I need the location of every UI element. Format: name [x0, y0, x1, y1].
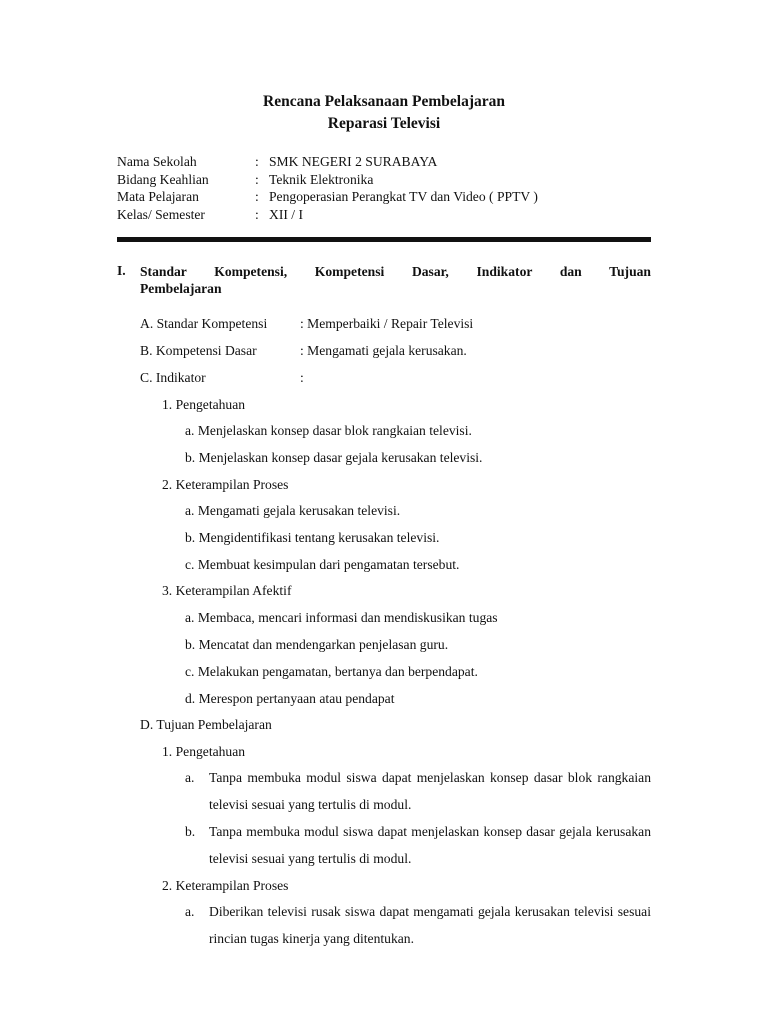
meta-row-field — [117, 171, 538, 189]
tujuan-group-heading: 1. Pengetahuan — [162, 744, 246, 759]
meta-row-class — [117, 206, 538, 224]
meta-value: Pengoperasian Perangkat TV dan Video ( PPTV ) — [269, 189, 538, 205]
item-marker: a. — [185, 904, 195, 919]
meta-label: Bidang Keahlian — [117, 171, 209, 187]
indikator-group-heading: 2. Keterampilan Proses — [162, 477, 289, 492]
meta-label: Kelas/ Semester — [117, 206, 205, 222]
tujuan-item — [185, 819, 651, 872]
indikator-group-heading: 3. Keterampilan Afektif — [162, 583, 292, 598]
meta-colon: : — [255, 189, 259, 205]
section-title: Standar Kompetensi, Kompetensi Dasar, Indikator dan Tujuan — [140, 264, 651, 279]
list-item: a. Membaca, mencari informasi dan mendiskusikan tugas — [185, 610, 498, 625]
item-label: A. Standar Kompetensi — [140, 316, 268, 331]
tujuan-pembelajaran: D. Tujuan Pembelajaran — [140, 717, 272, 732]
list-item: a. Mengamati gejala kerusakan televisi. — [185, 503, 401, 518]
meta-label: Nama Sekolah — [117, 154, 197, 169]
indikator — [140, 370, 304, 386]
section-number: I. — [117, 263, 126, 278]
item-text: Tanpa membuka modul siswa dapat menjelaskan konsep dasar blok rangkaian televisi sesuai yang tertulis di modul. — [209, 770, 651, 812]
tujuan-item — [185, 899, 651, 952]
indikator-group-heading: 1. Pengetahuan — [162, 397, 246, 412]
meta-row-school — [117, 153, 538, 171]
item-marker: a. — [185, 770, 195, 785]
item-value: : — [300, 370, 304, 385]
list-item: a. Menjelaskan konsep dasar blok rangkaian televisi. — [185, 423, 472, 438]
list-item: b. Mencatat dan mendengarkan penjelasan guru. — [185, 637, 449, 652]
list-item: d. Merespon pertanyaan atau pendapat — [185, 691, 395, 706]
identity-block — [117, 153, 538, 223]
document-subtitle: Reparasi Televisi — [327, 115, 441, 132]
meta-row-subject — [117, 188, 538, 206]
item-label: B. Kompetensi Dasar — [140, 343, 257, 358]
meta-value: SMK NEGERI 2 SURABAYA — [269, 154, 438, 169]
standar-kompetensi — [140, 316, 473, 332]
meta-label: Mata Pelajaran — [117, 189, 199, 205]
item-text: Diberikan televisi rusak siswa dapat mengamati gejala kerusakan televisi sesuai rincian tugas kinerja yang ditentukan. — [209, 904, 651, 946]
meta-colon: : — [255, 206, 259, 222]
meta-colon: : — [255, 154, 259, 169]
meta-colon: : — [255, 171, 259, 187]
item-label: C. Indikator — [140, 370, 206, 385]
item-marker: b. — [185, 824, 196, 839]
tujuan-group-heading: 2. Keterampilan Proses — [162, 878, 289, 893]
item-value: : Memperbaiki / Repair Televisi — [300, 316, 474, 331]
item-value: : Mengamati gejala kerusakan. — [300, 343, 467, 358]
tujuan-item — [185, 765, 651, 818]
list-item: c. Membuat kesimpulan dari pengamatan tersebut. — [185, 557, 460, 572]
meta-value: Teknik Elektronika — [269, 171, 374, 187]
list-item: b. Mengidentifikasi tentang kerusakan televisi. — [185, 530, 440, 545]
document-title: Rencana Pelaksanaan Pembelajaran — [263, 93, 505, 110]
list-item: b. Menjelaskan konsep dasar gejala kerusakan televisi. — [185, 450, 483, 465]
kompetensi-dasar — [140, 343, 467, 359]
list-item: c. Melakukan pengamatan, bertanya dan berpendapat. — [185, 664, 478, 679]
item-text: Tanpa membuka modul siswa dapat menjelaskan konsep dasar gejala kerusakan televisi sesuai yang tertulis di modul. — [209, 824, 651, 866]
header-divider — [117, 237, 651, 242]
meta-value: XII / I — [269, 206, 303, 222]
section-title-continued: Pembelajaran — [140, 281, 222, 296]
